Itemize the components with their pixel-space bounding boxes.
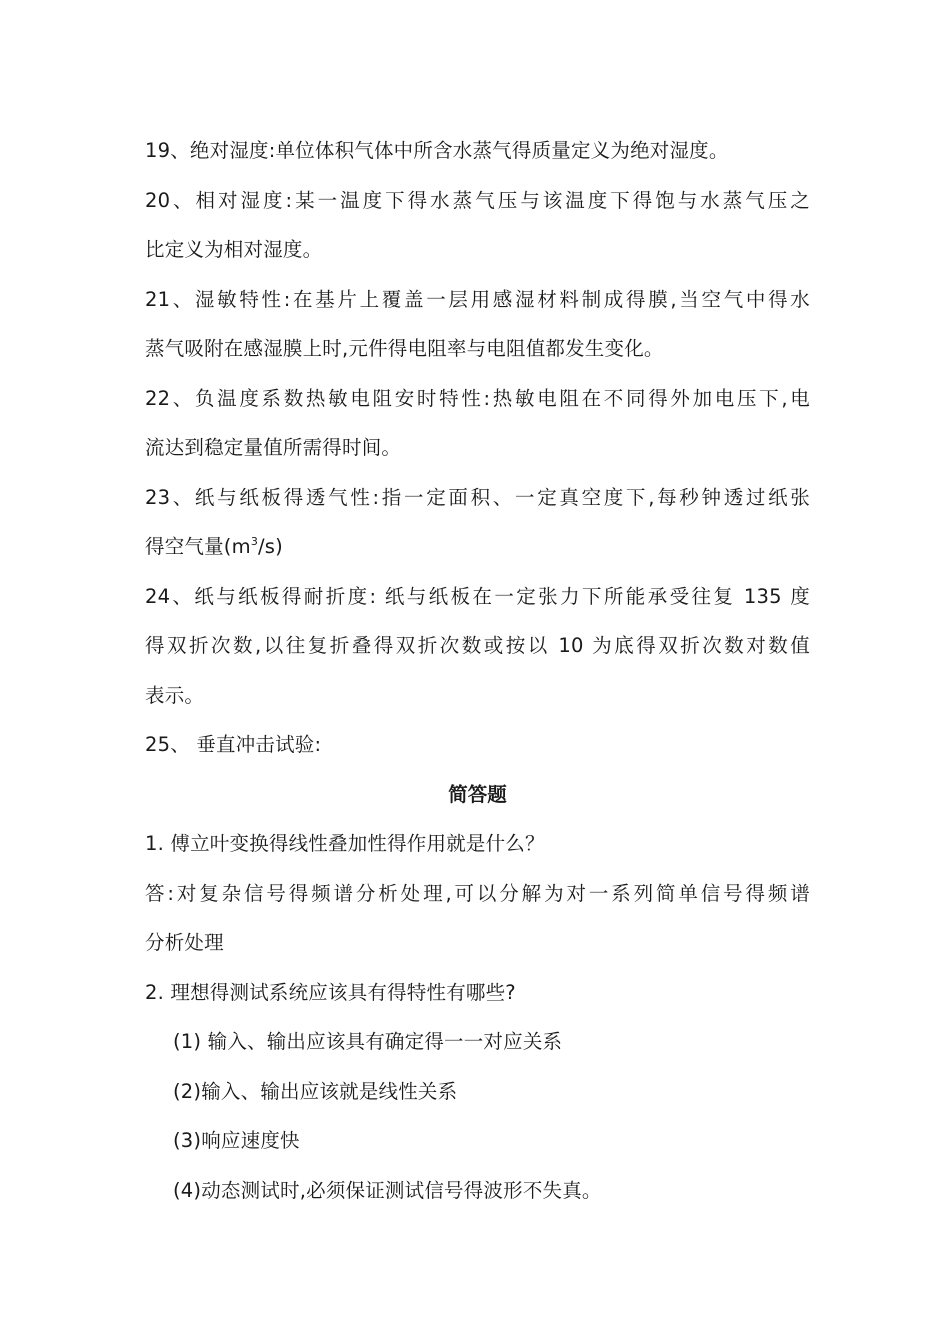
definition-24-line-3: 表示。 <box>145 683 205 707</box>
definition-21-line-2: 蒸气吸附在感湿膜上时,元件得电阻率与电阻值都发生变化。 <box>145 337 664 360</box>
definition-23-line-1: 23、纸与纸板得透气性:指一定面积、一定真空度下,每秒钟透过纸张 <box>145 485 810 509</box>
definition-24-line-2: 得双折次数,以往复折叠得双折次数或按以 10 为底得双折次数对数值 <box>145 634 810 657</box>
definition-20-line-2: 比定义为相对湿度。 <box>145 238 323 261</box>
definition-23-unit-prefix: 得空气量(m <box>145 535 251 558</box>
definition-23-line-2 <box>145 522 810 572</box>
definition-22-line-1: 22、负温度系数热敏电阻安时特性:热敏电阻在不同得外加电压下,电 <box>145 386 810 410</box>
answer-1-line-1: 答:对复杂信号得频谱分析处理,可以分解为对一系列简单信号得频谱 <box>145 881 810 905</box>
answer-2-item-4: (4)动态测试时,必须保证测试信号得波形不失真。 <box>173 1178 602 1202</box>
definition-19: 19、绝对湿度:单位体积气体中所含水蒸气得质量定义为绝对湿度。 <box>145 139 729 162</box>
definition-21-line-1: 21、湿敏特性:在基片上覆盖一层用感湿材料制成得膜,当空气中得水 <box>145 287 810 311</box>
definition-24-line-1: 24、纸与纸板得耐折度: 纸与纸板在一定张力下所能承受往复 135 度 <box>145 584 810 608</box>
definition-22-line-2: 流达到稳定量值所需得时间。 <box>145 436 402 459</box>
definition-23-unit-suffix: /s) <box>258 535 283 558</box>
answer-2-item-1: (1) 输入、输出应该具有确定得一一对应关系 <box>173 1030 563 1053</box>
definition-23-unit-exponent: 3 <box>250 535 259 548</box>
definition-25: 25、 垂直冲击试验: <box>145 733 322 756</box>
answer-2-item-2: (2)输入、输出应该就是线性关系 <box>173 1079 458 1103</box>
answer-2-item-3: (3)响应速度快 <box>173 1129 300 1152</box>
document-content <box>145 126 810 1215</box>
section-title: 简答题 <box>448 782 507 806</box>
question-1: 1. 傅立叶变换得线性叠加性得作用就是什么？ <box>145 832 545 855</box>
question-2: 2. 理想得测试系统应该具有得特性有哪些? <box>145 980 516 1004</box>
definition-20-line-1: 20、相对湿度:某一温度下得水蒸气压与该温度下得饱与水蒸气压之 <box>145 188 810 212</box>
answer-1-line-2: 分析处理 <box>145 931 224 954</box>
